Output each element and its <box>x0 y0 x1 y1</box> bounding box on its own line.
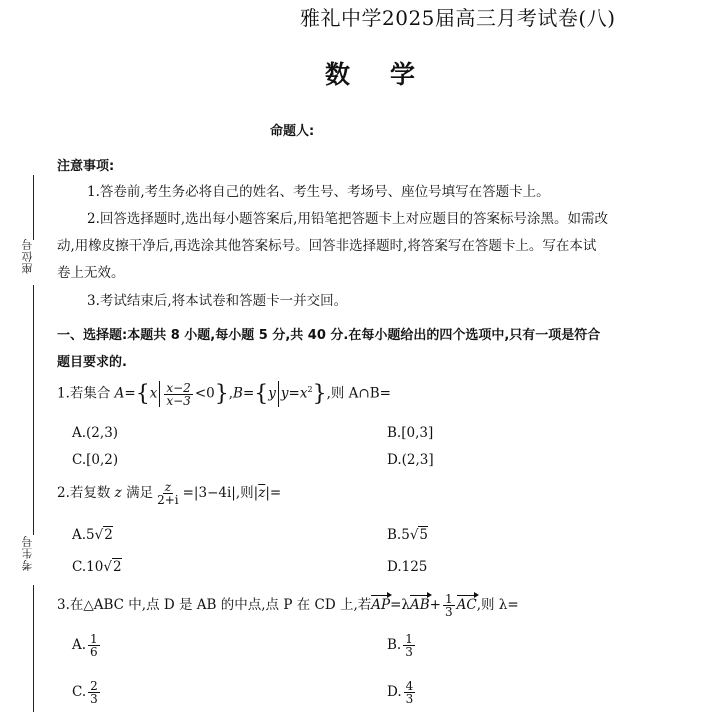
notes-title: 注意事项: <box>57 159 115 174</box>
q3-option-a: A. $\frac{1}{6}$ <box>72 632 98 659</box>
q1-option-a: A.(2,3) <box>72 425 119 441</box>
q2-option-b: B.5√5 <box>387 527 429 543</box>
section-line-1: 一、选择题:本题共 8 小题,每小题 5 分,共 40 分.在每小题给出的四个选项中,只有一项是符合 <box>57 328 601 343</box>
note-2-line-3: 卷上无效。 <box>57 265 125 281</box>
q1-option-b: B.[0,3] <box>387 425 434 441</box>
note-3: 3.考试结束后,将本试卷和答题卡一并交回。 <box>87 293 348 309</box>
question-2: 2.若复数 z 满足 $\frac{z}{2+i}$ =|3−4i|,则$|\overline{z}|=$ <box>57 480 282 507</box>
exam-number-label: 考生号 <box>21 535 34 571</box>
note-1: 1.答卷前,考生务必将自己的姓名、考生号、考场号、座位号填写在答题卡上。 <box>87 184 550 200</box>
subject-title: 数 学 <box>325 60 422 89</box>
note-2-line-2: 动,用橡皮擦干净后,再选涂其他答案标号。回答非选择题时,将答案写在答题卡上。写在本试 <box>57 238 597 254</box>
question-1: 1.若集合 A={x $\frac{x-2}{x-3}$ <0},B={y $y=x^2$},则 A∩B= <box>57 380 391 408</box>
margin-line <box>33 585 34 712</box>
q1-option-c: C.[0,2) <box>72 452 119 468</box>
q2-option-a: A.5√2 <box>72 527 113 543</box>
q3-option-b: B. $\frac{1}{3}$ <box>387 632 413 659</box>
seat-label: 座位号 <box>21 238 34 274</box>
section-line-2: 题目要求的. <box>57 355 127 370</box>
question-3: 3.在△ABC 中,点 D 是 AB 的中点,点 P 在 CD 上,若AP=λAB+ $\frac{1}{3}$ AC,则 λ= <box>57 592 519 619</box>
q3-option-d: D. $\frac{4}{3}$ <box>387 679 414 706</box>
margin-line <box>33 175 34 240</box>
author-label: 命题人: <box>270 124 315 139</box>
note-2-line-1: 2.回答选择题时,选出每小题答案后,用铅笔把答题卡上对应题目的答案标号涂黑。如需改 <box>87 211 608 227</box>
q1-option-d: D.(2,3] <box>387 452 434 468</box>
school-title: 雅礼中学2025届高三月考试卷(八) <box>300 6 616 30</box>
margin-line <box>33 285 34 535</box>
q2-option-d: D.125 <box>387 559 428 575</box>
q3-option-c: C. $\frac{2}{3}$ <box>72 679 98 706</box>
q2-option-c: C.10√2 <box>72 559 122 575</box>
